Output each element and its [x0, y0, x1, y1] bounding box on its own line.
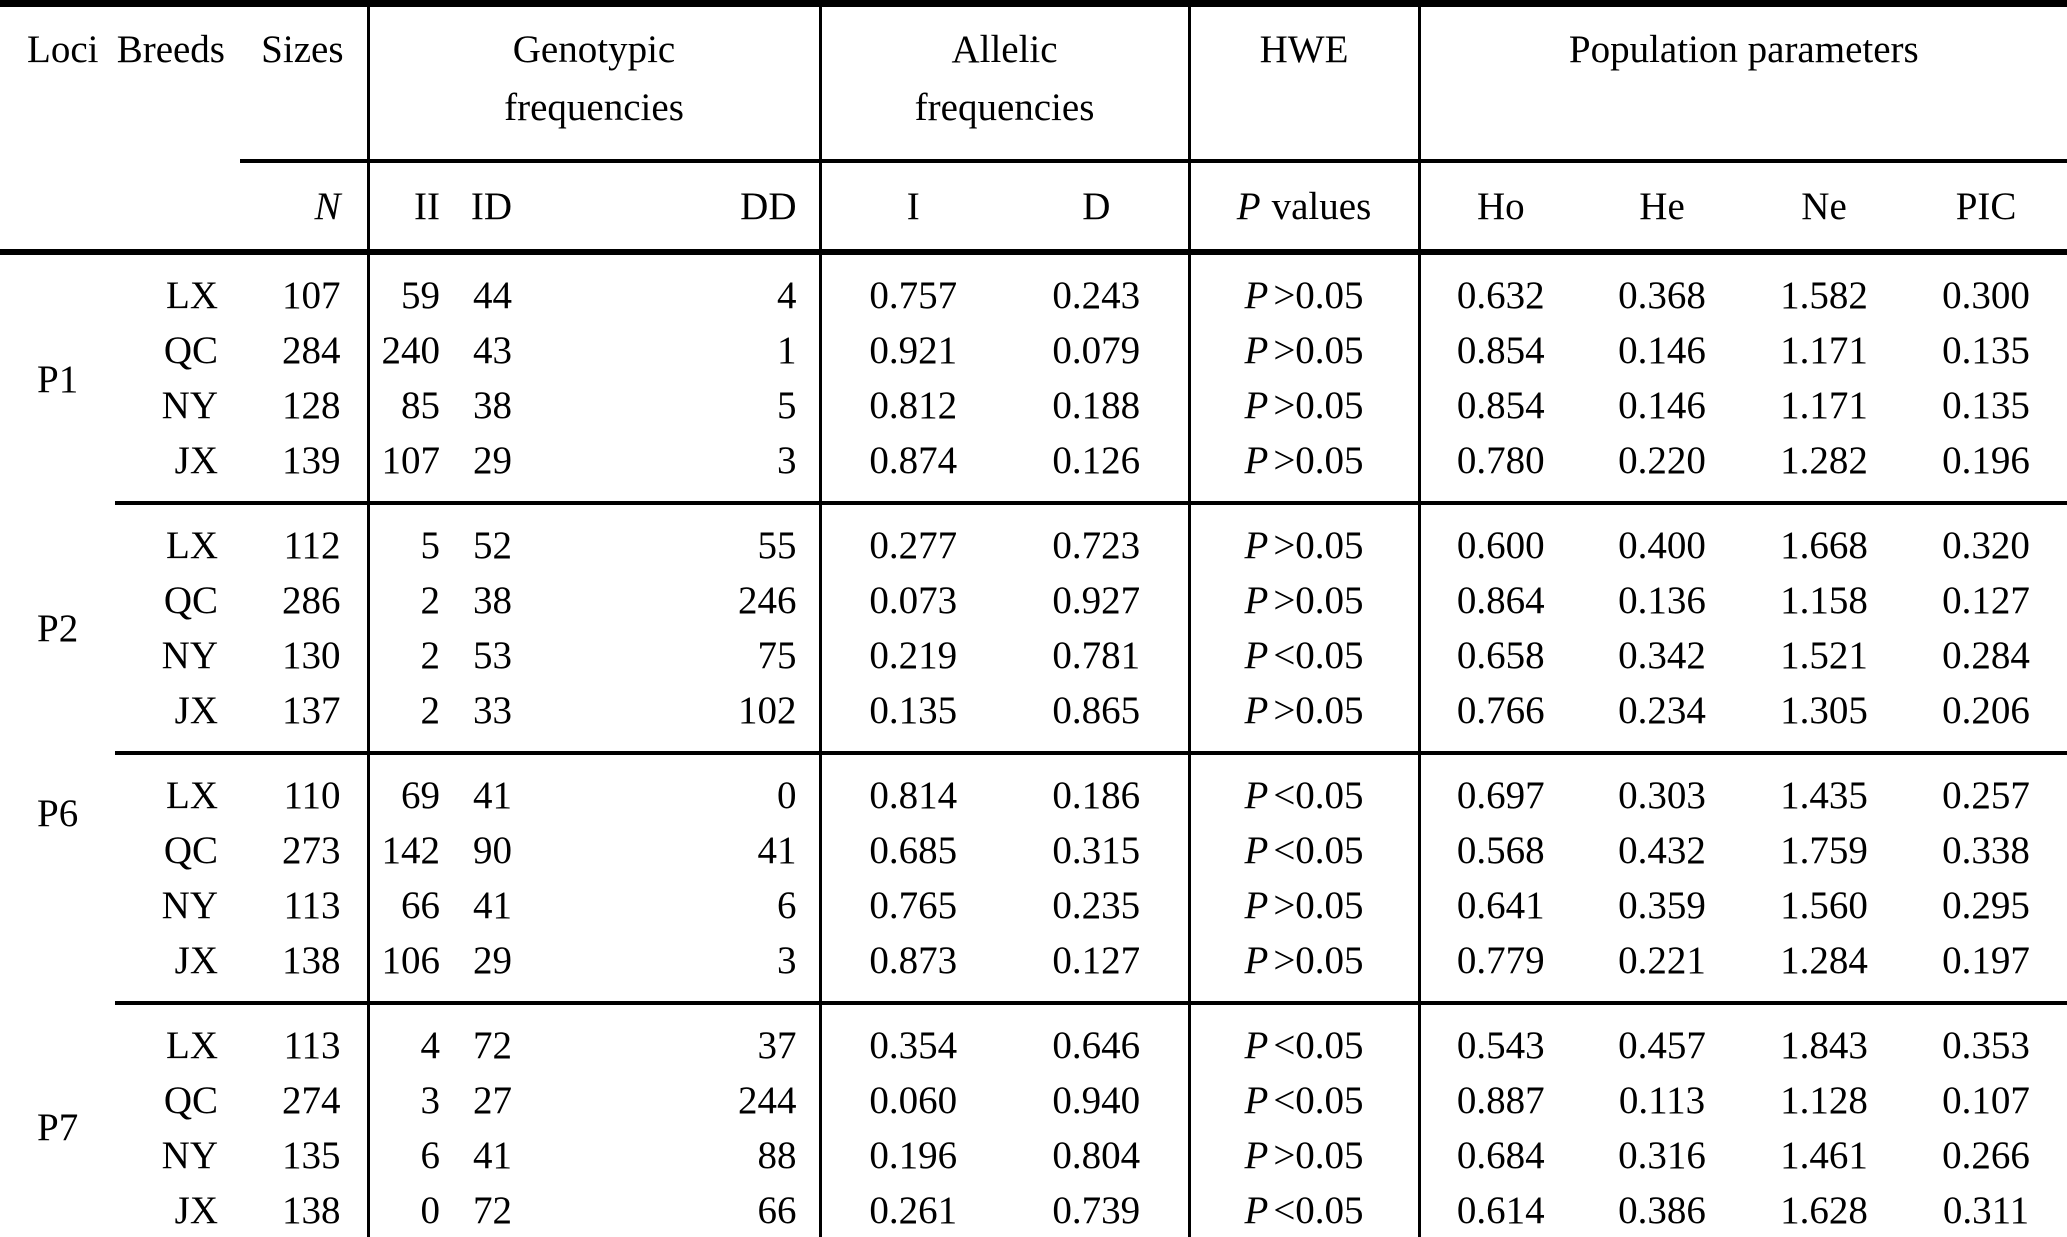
cell-i: 0.812 [869, 384, 958, 427]
col-header-he: He [1581, 161, 1743, 252]
cell-ii: 66 [401, 884, 440, 927]
cell-pic: 0.338 [1942, 829, 2030, 872]
cell-i: 0.219 [869, 634, 958, 677]
table-row [0, 1128, 2067, 1183]
cell-id: 38 [473, 579, 512, 622]
cell-id: 72 [448, 1003, 520, 1073]
cell-i: 0.354 [820, 1003, 1005, 1073]
cell-ne: 1.171 [1780, 329, 1868, 372]
cell-ne: 1.128 [1780, 1079, 1868, 1122]
cell-breed: JX [174, 439, 218, 482]
cell-id: 41 [473, 1134, 512, 1177]
cell-pic: 0.320 [1905, 503, 2067, 573]
cell-hwe: P <0.05 [1189, 628, 1419, 683]
cell-dd: 5 [520, 378, 820, 433]
cell-id: 53 [473, 634, 512, 677]
cell-ho: 0.568 [1456, 829, 1545, 872]
cell-breed: NY [161, 1134, 218, 1177]
subheader-spacer-breeds [115, 161, 240, 252]
col-header-d-allele: D [1005, 161, 1189, 252]
allelic-line2: frequencies [914, 86, 1095, 129]
cell-n: 139 [240, 433, 368, 503]
cell-d: 0.186 [1005, 753, 1189, 823]
table-row [0, 823, 2067, 878]
cell-breed: LX [166, 274, 218, 317]
cell-breed: NY [161, 634, 218, 677]
cell-he: 0.457 [1581, 1003, 1743, 1073]
cell-n: 112 [240, 503, 368, 573]
cell-ho: 0.684 [1456, 1134, 1545, 1177]
cell-ii: 69 [368, 753, 448, 823]
cell-id: 41 [448, 753, 520, 823]
cell-ii: 59 [401, 274, 440, 317]
cell-pic: 0.196 [1942, 439, 2030, 482]
cell-pic: 0.127 [1942, 579, 2030, 622]
cell-i: 0.873 [869, 939, 958, 982]
cell-pic: 0.257 [1905, 753, 2067, 823]
cell-hwe: P >0.05 [1189, 573, 1419, 628]
cell-ne: 1.843 [1743, 1003, 1905, 1073]
cell-ho: 0.887 [1456, 1079, 1545, 1122]
cell-id: 52 [448, 503, 520, 573]
table-row [0, 323, 2067, 378]
cell-d: 0.723 [1005, 503, 1189, 573]
cell-breed: QC [163, 579, 218, 622]
cell-ne: 1.628 [1780, 1189, 1868, 1232]
cell-hwe: P >0.05 [1189, 1128, 1419, 1183]
cell-he: 0.359 [1618, 884, 1706, 927]
cell-id: 41 [473, 884, 512, 927]
cell-he: 0.368 [1618, 274, 1706, 317]
group-header-genotypic-frequencies [368, 4, 820, 162]
cell-dd: 66 [520, 1183, 820, 1237]
cell-dd: 4 [520, 252, 820, 323]
subheader-spacer-loci [0, 161, 115, 252]
cell-d: 0.315 [1005, 823, 1189, 878]
cell-d: 0.739 [1005, 1183, 1189, 1237]
genotypic-line2: frequencies [504, 86, 684, 129]
cell-breed: QC [163, 829, 218, 872]
cell-n: 286 [240, 573, 368, 628]
cell-n: 138 [240, 1183, 368, 1237]
cell-ho: 0.614 [1456, 1189, 1545, 1232]
col-header-dd: DD [520, 161, 820, 252]
cell-ne: 1.282 [1780, 439, 1868, 482]
cell-d: 0.079 [1005, 323, 1189, 378]
cell-pic: 0.284 [1942, 634, 2030, 677]
cell-d: 0.940 [1005, 1073, 1189, 1128]
cell-i: 0.261 [869, 1189, 958, 1232]
cell-ii: 6 [420, 1134, 440, 1177]
cell-hwe: P >0.05 [1189, 323, 1419, 378]
cell-he: 0.432 [1618, 829, 1706, 872]
cell-d: 0.865 [1005, 683, 1189, 753]
cell-pic: 0.135 [1942, 329, 2030, 372]
cell-pic: 0.295 [1942, 884, 2030, 927]
cell-ii: 5 [368, 503, 448, 573]
table-body [0, 252, 2067, 1237]
cell-ho: 0.854 [1456, 384, 1545, 427]
cell-ho: 0.864 [1456, 579, 1545, 622]
cell-i: 0.814 [820, 753, 1005, 823]
cell-breed: LX [115, 1003, 240, 1073]
cell-pic: 0.300 [1942, 274, 2030, 317]
cell-hwe: P <0.05 [1189, 753, 1419, 823]
cell-n: 107 [240, 252, 368, 323]
cell-he: 0.136 [1618, 579, 1706, 622]
cell-pic: 0.353 [1905, 1003, 2067, 1073]
cell-dd: 37 [520, 1003, 820, 1073]
cell-n: 130 [240, 628, 368, 683]
p-values-rest: values [1271, 184, 1372, 228]
cell-he: 0.234 [1618, 689, 1706, 732]
cell-id: 44 [473, 274, 512, 317]
sub-header-row [0, 161, 2067, 252]
cell-ne: 1.521 [1780, 634, 1868, 677]
cell-d: 0.646 [1005, 1003, 1189, 1073]
cell-i: 0.073 [869, 579, 958, 622]
cell-dd: 1 [520, 323, 820, 378]
cell-he: 0.400 [1581, 503, 1743, 573]
table-row [0, 878, 2067, 933]
cell-he: 0.113 [1618, 1079, 1706, 1122]
cell-ho: 0.543 [1419, 1003, 1581, 1073]
cell-n: 113 [240, 1003, 368, 1073]
cell-i: 0.685 [869, 829, 958, 872]
locus-label: P1 [37, 357, 79, 401]
cell-n: 113 [240, 878, 368, 933]
group-header-population-parameters: Population parameters [1419, 4, 2067, 162]
cell-hwe: P >0.05 [1189, 503, 1419, 573]
cell-ho: 0.600 [1419, 503, 1581, 573]
col-header-ho: Ho [1419, 161, 1581, 252]
cell-ii: 0 [420, 1189, 440, 1232]
cell-he: 0.316 [1618, 1134, 1706, 1177]
cell-ne: 1.158 [1780, 579, 1868, 622]
cell-ii: 2 [420, 634, 440, 677]
cell-ii: 142 [381, 829, 440, 872]
cell-hwe: P >0.05 [1189, 683, 1419, 753]
table-row [0, 433, 2067, 503]
col-header-n: N [240, 161, 368, 252]
cell-ne: 1.171 [1780, 384, 1868, 427]
locus-label: P2 [37, 606, 79, 650]
col-header-breeds: Breeds [116, 28, 225, 71]
table-row [0, 252, 2067, 323]
table-row [0, 933, 2067, 1003]
cell-ho: 0.697 [1419, 753, 1581, 823]
cell-i: 0.277 [820, 503, 1005, 573]
cell-n: 284 [240, 323, 368, 378]
cell-breed: NY [161, 384, 218, 427]
cell-ne: 1.461 [1780, 1134, 1868, 1177]
cell-he: 0.220 [1618, 439, 1706, 482]
cell-ho: 0.766 [1456, 689, 1545, 732]
group-header-allelic-frequencies [820, 4, 1189, 162]
cell-breed: JX [174, 1189, 218, 1232]
cell-dd: 75 [520, 628, 820, 683]
cell-pic: 0.266 [1942, 1134, 2030, 1177]
locus-label: P6 [37, 791, 79, 835]
cell-n: 273 [240, 823, 368, 878]
cell-he: 0.146 [1618, 384, 1706, 427]
cell-i: 0.921 [869, 329, 958, 372]
cell-pic: 0.197 [1942, 939, 2030, 982]
table-row [0, 1183, 2067, 1237]
cell-dd: 244 [520, 1073, 820, 1128]
cell-ii: 2 [420, 579, 440, 622]
genotypic-line1: Genotypic [512, 28, 676, 71]
col-header-i-allele: I [820, 161, 1005, 252]
cell-ii: 3 [420, 1079, 440, 1122]
cell-d: 0.126 [1005, 433, 1189, 503]
col-header-p-values [1189, 161, 1419, 252]
cell-d: 0.127 [1005, 933, 1189, 1003]
cell-ho: 0.641 [1456, 884, 1545, 927]
cell-pic: 0.311 [1942, 1189, 2030, 1232]
cell-breed: QC [163, 329, 218, 372]
cell-id: 90 [473, 829, 512, 872]
cell-pic: 0.206 [1942, 689, 2030, 732]
cell-id: 29 [473, 439, 512, 482]
cell-dd: 3 [520, 433, 820, 503]
cell-breed: LX [115, 753, 240, 823]
cell-dd: 6 [520, 878, 820, 933]
cell-hwe: P >0.05 [1189, 252, 1419, 323]
cell-n: 110 [240, 753, 368, 823]
cell-i: 0.874 [869, 439, 958, 482]
cell-ne: 1.284 [1780, 939, 1868, 982]
cell-ii: 4 [368, 1003, 448, 1073]
table-row [0, 753, 2067, 823]
cell-ii: 240 [381, 329, 440, 372]
cell-hwe: P <0.05 [1189, 1073, 1419, 1128]
cell-i: 0.765 [869, 884, 958, 927]
table-row [0, 503, 2067, 573]
cell-ho: 0.779 [1456, 939, 1545, 982]
group-header-row [0, 4, 2067, 162]
cell-ne: 1.560 [1780, 884, 1868, 927]
cell-d: 0.188 [1005, 378, 1189, 433]
cell-n: 128 [240, 378, 368, 433]
cell-ii: 2 [420, 689, 440, 732]
cell-id: 33 [473, 689, 512, 732]
cell-i: 0.757 [869, 274, 958, 317]
table-row [0, 378, 2067, 433]
col-header-pic: PIC [1905, 161, 2067, 252]
cell-dd: 0 [520, 753, 820, 823]
col-header-ii: II [368, 161, 448, 252]
cell-he: 0.146 [1618, 329, 1706, 372]
cell-he: 0.303 [1581, 753, 1743, 823]
cell-i: 0.135 [869, 689, 958, 732]
cell-id: 29 [473, 939, 512, 982]
cell-hwe: P >0.05 [1189, 378, 1419, 433]
col-header-loci: Loci [27, 28, 99, 71]
cell-he: 0.342 [1618, 634, 1706, 677]
table-row [0, 1073, 2067, 1128]
cell-breed: NY [161, 884, 218, 927]
cell-i: 0.060 [869, 1079, 958, 1122]
cell-ii: 106 [381, 939, 440, 982]
cell-n: 274 [240, 1073, 368, 1128]
p-values-p-symbol: P [1236, 184, 1261, 228]
cell-hwe: P >0.05 [1189, 933, 1419, 1003]
table-row [0, 573, 2067, 628]
cell-dd: 55 [520, 503, 820, 573]
table-row [0, 683, 2067, 753]
cell-n: 138 [240, 933, 368, 1003]
cell-ho: 0.854 [1456, 329, 1545, 372]
cell-breed: JX [174, 689, 218, 732]
cell-ne: 1.305 [1780, 689, 1868, 732]
cell-id: 72 [473, 1189, 512, 1232]
col-header-ne: Ne [1743, 161, 1905, 252]
cell-hwe: P <0.05 [1189, 1183, 1419, 1237]
cell-he: 0.221 [1618, 939, 1706, 982]
group-header-hwe: HWE [1189, 4, 1419, 162]
cell-d: 0.235 [1005, 878, 1189, 933]
cell-i: 0.196 [869, 1134, 958, 1177]
cell-d: 0.804 [1005, 1128, 1189, 1183]
cell-ne: 1.668 [1743, 503, 1905, 573]
cell-n: 137 [240, 683, 368, 753]
col-header-sizes: Sizes [240, 4, 368, 162]
cell-ho: 0.658 [1456, 634, 1545, 677]
col-header-id: ID [448, 161, 520, 252]
cell-breed: JX [174, 939, 218, 982]
cell-dd: 246 [520, 573, 820, 628]
cell-dd: 102 [520, 683, 820, 753]
cell-id: 27 [473, 1079, 512, 1122]
cell-n: 135 [240, 1128, 368, 1183]
cell-he: 0.386 [1618, 1189, 1706, 1232]
cell-ho: 0.632 [1456, 274, 1545, 317]
cell-ne: 1.435 [1743, 753, 1905, 823]
table-row [0, 628, 2067, 683]
cell-ii: 85 [401, 384, 440, 427]
cell-id: 43 [473, 329, 512, 372]
cell-hwe: P >0.05 [1189, 433, 1419, 503]
cell-d: 0.243 [1005, 252, 1189, 323]
cell-ho: 0.780 [1456, 439, 1545, 482]
cell-hwe: P <0.05 [1189, 1003, 1419, 1073]
cell-dd: 88 [520, 1128, 820, 1183]
cell-pic: 0.135 [1942, 384, 2030, 427]
cell-breed: LX [115, 503, 240, 573]
cell-d: 0.927 [1005, 573, 1189, 628]
cell-ne: 1.582 [1780, 274, 1868, 317]
cell-hwe: P <0.05 [1189, 823, 1419, 878]
cell-dd: 41 [520, 823, 820, 878]
allelic-line1: Allelic [951, 28, 1058, 71]
table-row [0, 1003, 2067, 1073]
cell-dd: 3 [520, 933, 820, 1003]
cell-id: 38 [473, 384, 512, 427]
locus-label: P7 [37, 1105, 79, 1149]
cell-ne: 1.759 [1780, 829, 1868, 872]
cell-d: 0.781 [1005, 628, 1189, 683]
cell-breed: QC [163, 1079, 218, 1122]
cell-ii: 107 [381, 439, 440, 482]
cell-hwe: P >0.05 [1189, 878, 1419, 933]
cell-pic: 0.107 [1942, 1079, 2030, 1122]
